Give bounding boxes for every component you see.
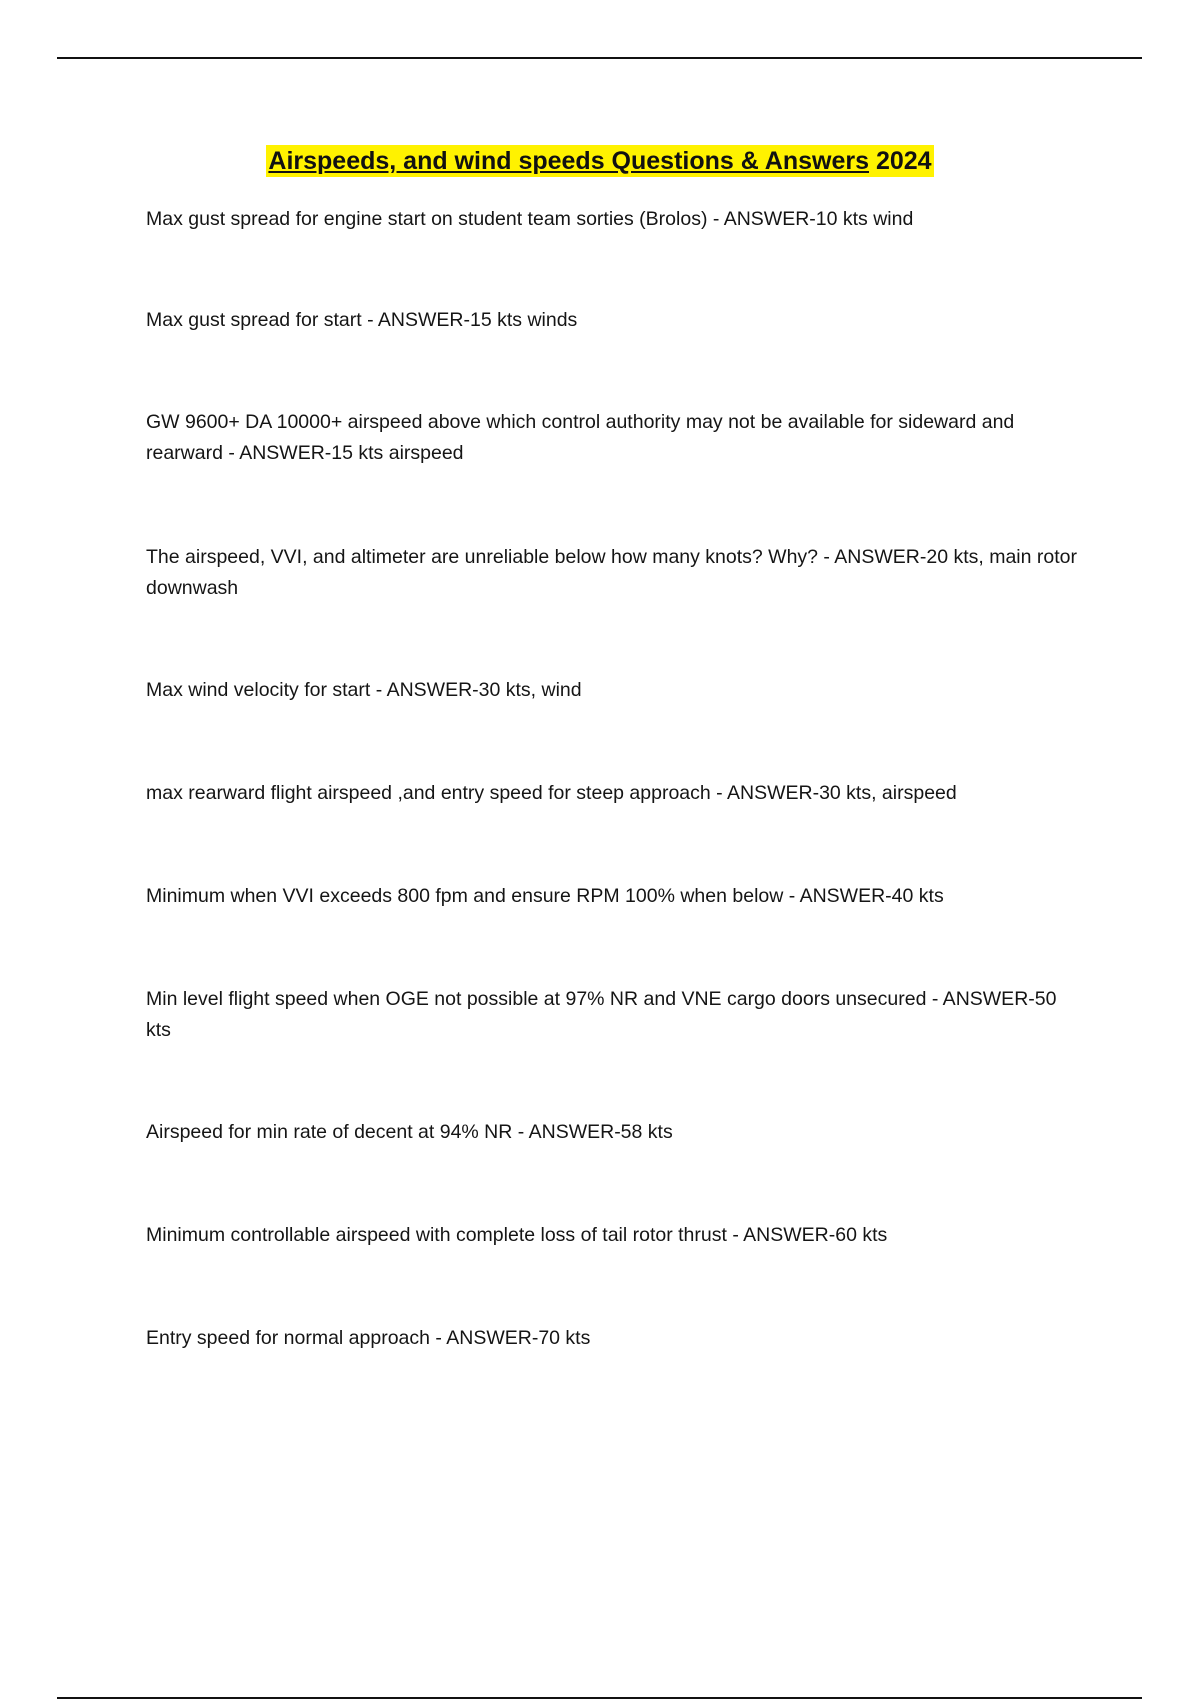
qa-item: Max wind velocity for start - ANSWER-30 kts, wind	[146, 679, 582, 701]
bottom-divider	[57, 1697, 1142, 1699]
qa-item: Minimum when VVI exceeds 800 fpm and ensure RPM 100% when below - ANSWER-40 kts	[146, 885, 944, 907]
qa-item: Max gust spread for start - ANSWER-15 kts winds	[146, 309, 578, 331]
qa-item: Max gust spread for engine start on student team sorties (Brolos) - ANSWER-10 kts wind	[146, 208, 914, 230]
qa-item: max rearward flight airspeed ,and entry speed for steep approach - ANSWER-30 kts, airspeed	[146, 782, 957, 804]
top-divider	[57, 57, 1142, 59]
page-title	[266, 145, 933, 177]
qa-item: GW 9600+ DA 10000+ airspeed above which control authority may not be available for sideward and rearward - ANSWER-15 kts airspeed	[146, 411, 1015, 464]
title-block	[0, 145, 1200, 177]
qa-item: Entry speed for normal approach - ANSWER-70 kts	[146, 1327, 591, 1349]
page-title-main: Airspeeds, and wind speeds Questions & Answers	[268, 147, 870, 175]
qa-item: The airspeed, VVI, and altimeter are unreliable below how many knots? Why? - ANSWER-20 kts, main rotor downwash	[146, 546, 1077, 599]
page-title-year: 2024	[875, 147, 932, 175]
qa-item: Min level flight speed when OGE not possible at 97% NR and VNE cargo doors unsecured - ANSWER-50 kts	[146, 988, 1057, 1041]
qa-item: Minimum controllable airspeed with complete loss of tail rotor thrust - ANSWER-60 kts	[146, 1224, 888, 1246]
qa-item: Airspeed for min rate of decent at 94% NR - ANSWER-58 kts	[146, 1121, 673, 1143]
